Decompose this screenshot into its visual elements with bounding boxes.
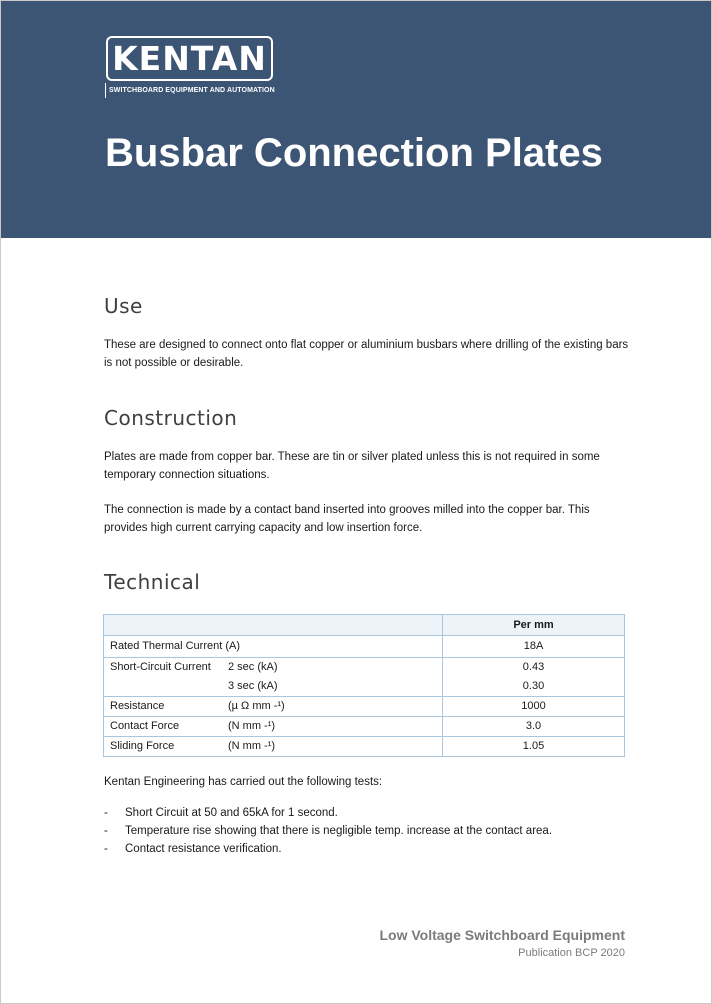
row-unit: (N mm -¹)	[228, 720, 276, 732]
row-value: 0.30	[522, 680, 545, 692]
list-item-text: Contact resistance verification.	[125, 843, 282, 855]
table-row	[104, 636, 625, 658]
row-sub-label: 2 sec (kA)	[228, 661, 278, 673]
row-label: Sliding Force	[110, 740, 175, 752]
row-label-cell	[104, 717, 443, 737]
row-value: 1000	[443, 697, 625, 717]
row-label-cell	[104, 658, 443, 697]
row-label: Contact Force	[110, 720, 180, 732]
row-value: 0.43	[522, 661, 545, 673]
construction-body-2: The connection is made by a contact band inserted into grooves milled into the copper bar. This provides high current carrying capacity and low insertion force.	[104, 504, 590, 534]
row-label: Resistance	[110, 700, 165, 712]
construction-heading: Construction	[104, 406, 238, 430]
row-value-cell	[443, 658, 625, 697]
row-sub-label: 3 sec (kA)	[228, 680, 278, 692]
logo-text: KENTAN	[112, 39, 267, 78]
row-unit: (N mm -¹)	[228, 740, 276, 752]
row-value: 1.05	[443, 737, 625, 757]
tests-intro: Kentan Engineering has carried out the following tests:	[104, 776, 383, 788]
row-value: 18A	[443, 636, 625, 658]
construction-body-1: Plates are made from copper bar. These are tin or silver plated unless this is not required in some temporary connection situations.	[104, 451, 600, 481]
technical-heading: Technical	[104, 570, 201, 594]
list-item-text: Temperature rise showing that there is negligible temp. increase at the contact area.	[125, 825, 553, 837]
table-header-per-mm: Per mm	[443, 615, 625, 636]
logo-divider	[105, 83, 106, 98]
table-header-blank	[104, 615, 443, 636]
kentan-logo	[106, 36, 273, 81]
list-item	[104, 822, 552, 840]
table-row	[104, 717, 625, 737]
table-row	[104, 697, 625, 717]
tests-list	[104, 804, 552, 858]
list-item-text: Short Circuit at 50 and 65kA for 1 second.	[125, 807, 338, 819]
logo-subtitle: SWITCHBOARD EQUIPMENT AND AUTOMATION	[109, 87, 275, 94]
row-label: Short-Circuit Current	[110, 661, 211, 673]
row-label-cell	[104, 737, 443, 757]
row-value: 3.0	[443, 717, 625, 737]
table-row	[104, 658, 625, 697]
footer-publication: Publication BCP 2020	[518, 947, 625, 959]
bullet-dash: -	[104, 843, 108, 855]
footer-title: Low Voltage Switchboard Equipment	[379, 927, 625, 943]
list-item	[104, 804, 552, 822]
header-banner	[1, 1, 711, 238]
page-title: Busbar Connection Plates	[105, 131, 603, 175]
bullet-dash: -	[104, 825, 108, 837]
table-row	[104, 737, 625, 757]
technical-table	[103, 614, 625, 757]
bullet-dash: -	[104, 807, 108, 819]
row-label: Rated Thermal Current (A)	[104, 636, 443, 658]
use-body: These are designed to connect onto flat copper or aluminium busbars where drilling of the existing bars is not possible or desirable.	[104, 339, 629, 369]
row-unit: (µ Ω mm -¹)	[228, 700, 285, 712]
row-label-cell	[104, 697, 443, 717]
list-item	[104, 840, 552, 858]
use-heading: Use	[104, 294, 143, 318]
